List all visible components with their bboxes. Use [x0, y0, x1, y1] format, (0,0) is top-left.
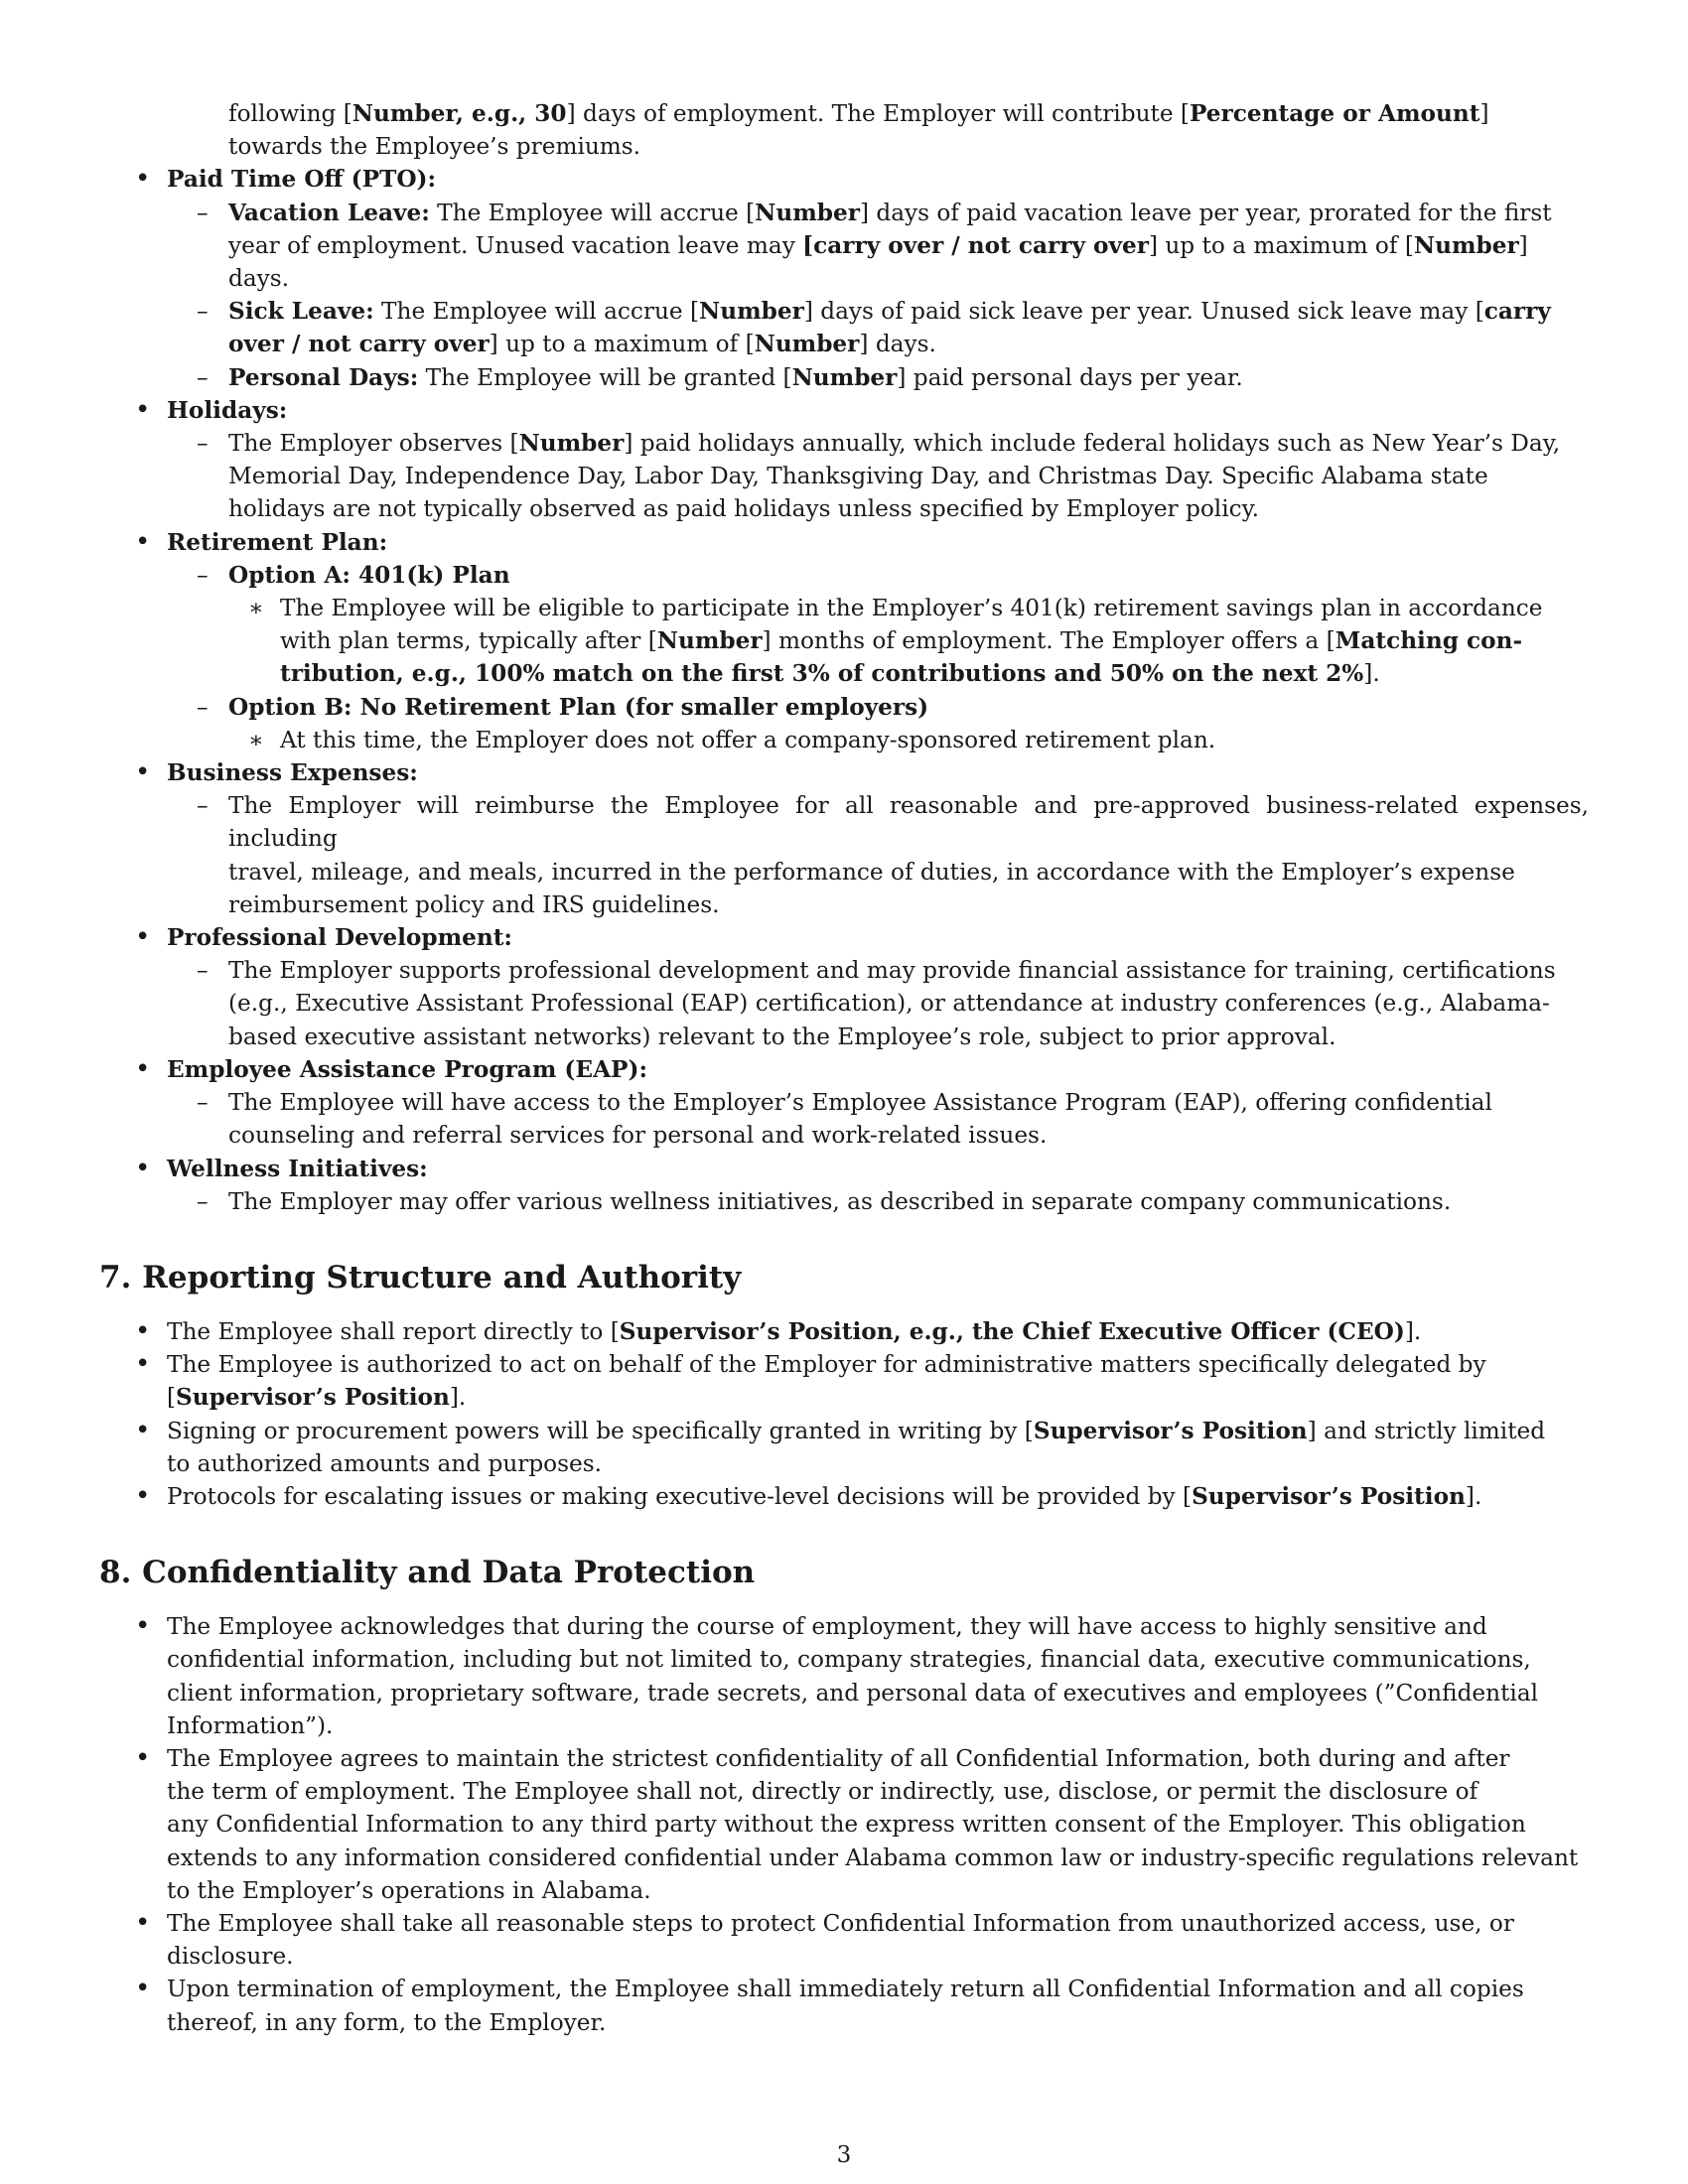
- bullet-marker: –: [197, 298, 209, 326]
- pto-item: – Vacation Leave: The Employee will accrue [Number] days of paid vacation leave per year, prorated for the first: [99, 197, 1589, 229]
- section-item: • The Employee shall take all reasonable steps to protect Confidential Information from unauthorized access, use, or: [99, 1907, 1589, 1940]
- bullet-marker: –: [197, 1187, 209, 1215]
- holidays-item: – The Employer observes [Number] paid holidays annually, which include federal holidays such as New Year’s Day,: [99, 427, 1589, 460]
- bullet-marker: •: [135, 526, 151, 557]
- pto-item-cont: year of employment. Unused vacation leave may [carry over / not carry over] up to a maximum of [Number]: [228, 231, 1528, 259]
- intro-line: towards the Employee’s premiums.: [228, 133, 641, 161]
- holidays-item-cont: holidays are not typically observed as paid holidays unless specified by Employer policy.: [228, 495, 1260, 523]
- bullet-marker: •: [135, 1742, 151, 1773]
- section-item: • The Employee is authorized to act on behalf of the Employer for administrative matters specifically delegated by: [99, 1348, 1589, 1381]
- bullet-marker: –: [197, 792, 209, 820]
- benefit-title: • Holidays:: [99, 394, 1589, 427]
- bullet-marker: –: [197, 957, 209, 985]
- wellness-item: – The Employer may offer various wellness initiatives, as described in separate company communications.: [99, 1185, 1589, 1218]
- section-item-cont: to the Employer’s operations in Alabama.: [167, 1876, 651, 1904]
- section-heading: 8. Confidentiality and Data Protection: [99, 1555, 756, 1591]
- retirement-detail-cont: with plan terms, typically after [Number] months of employment. The Employer offers a [Matching con-: [280, 627, 1523, 655]
- section-item-cont: extends to any information considered confidential under Alabama common law or industry-specific regulations relevant: [167, 1843, 1579, 1871]
- bullet-marker: –: [197, 693, 209, 721]
- benefit-title: • Paid Time Off (PTO):: [99, 163, 1589, 196]
- section-item: • Upon termination of employment, the Employee shall immediately return all Confidential Information and all copies: [99, 1973, 1589, 2005]
- section-item-cont: client information, proprietary software, trade secrets, and personal data of executives and employees (”Confidential: [167, 1679, 1539, 1706]
- pto-item: – Personal Days: The Employee will be granted [Number] paid personal days per year.: [99, 361, 1589, 394]
- bullet-marker: •: [135, 1415, 151, 1445]
- benefit-title: • Retirement Plan:: [99, 526, 1589, 559]
- eap-item: – The Employee will have access to the Employer’s Employee Assistance Program (EAP), offering confidential: [99, 1086, 1589, 1119]
- section-item-cont: the term of employment. The Employee shall not, directly or indirectly, use, disclose, or permit the disclosure of: [167, 1778, 1478, 1806]
- section-item: • The Employee shall report directly to [Supervisor’s Position, e.g., the Chief Executive Officer (CEO)].: [99, 1315, 1589, 1348]
- section-item: • Protocols for escalating issues or making executive-level decisions will be provided by [Supervisor’s Position].: [99, 1480, 1589, 1513]
- bullet-marker: –: [197, 1089, 209, 1117]
- section-item: • Signing or procurement powers will be specifically granted in writing by [Supervisor’s Position] and strictly limited: [99, 1415, 1589, 1447]
- intro-line: following [Number, e.g., 30] days of employment. The Employer will contribute [Percentage or Amount]: [228, 100, 1489, 127]
- benefit-title: • Employee Assistance Program (EAP):: [99, 1053, 1589, 1086]
- bullet-marker: •: [135, 1907, 151, 1938]
- bullet-marker: ∗: [248, 595, 264, 622]
- bullet-marker: –: [197, 430, 209, 458]
- document-body: [99, 97, 1589, 2039]
- bullet-marker: –: [197, 199, 209, 226]
- retirement-option: – Option B: No Retirement Plan (for smaller employers): [99, 691, 1589, 724]
- bullet-marker: –: [197, 363, 209, 391]
- pto-item-cont: over / not carry over] up to a maximum of [Number] days.: [228, 331, 936, 358]
- bullet-marker: •: [135, 1611, 151, 1642]
- section-item-cont: confidential information, including but not limited to, company strategies, financial data, executive communications,: [167, 1646, 1531, 1674]
- section-item: • The Employee agrees to maintain the strictest confidentiality of all Confidential Information, both during and after: [99, 1742, 1589, 1775]
- business-expenses-item: – The Employer will reimburse the Employee for all reasonable and pre-approved business-related expenses, including: [99, 789, 1589, 855]
- bullet-marker: •: [135, 394, 151, 425]
- business-expenses-item-cont: travel, mileage, and meals, incurred in the performance of duties, in accordance with the Employer’s expense: [228, 858, 1515, 886]
- page-number: 3: [836, 2142, 852, 2168]
- bullet-marker: •: [135, 757, 151, 788]
- bullet-marker: •: [135, 1153, 151, 1183]
- pto-item-cont: days.: [228, 265, 290, 293]
- bullet-marker: •: [135, 922, 151, 953]
- retirement-detail: ∗ At this time, the Employer does not offer a company-sponsored retirement plan.: [99, 724, 1589, 756]
- bullet-marker: –: [197, 561, 209, 589]
- professional-development-item-cont: based executive assistant networks) relevant to the Employee’s role, subject to prior approval.: [228, 1023, 1336, 1050]
- section-item-cont: any Confidential Information to any third party without the express written consent of the Employer. This obligation: [167, 1811, 1526, 1839]
- professional-development-item: – The Employer supports professional development and may provide financial assistance for training, certifications: [99, 954, 1589, 987]
- business-expenses-item-cont: reimbursement policy and IRS guidelines.: [228, 890, 720, 918]
- bullet-marker: •: [135, 1480, 151, 1511]
- retirement-detail: ∗ The Employee will be eligible to participate in the Employer’s 401(k) retirement savings plan in accordance: [99, 592, 1589, 624]
- benefit-title: • Professional Development:: [99, 921, 1589, 954]
- section-item-cont: to authorized amounts and purposes.: [167, 1449, 603, 1477]
- bullet-marker: •: [135, 1053, 151, 1084]
- section-item-cont: disclosure.: [167, 1943, 294, 1971]
- benefit-title: • Wellness Initiatives:: [99, 1153, 1589, 1185]
- professional-development-item-cont: (e.g., Executive Assistant Professional (EAP) certification), or attendance at industry conferences (e.g., Alabama-: [228, 990, 1550, 1018]
- holidays-item-cont: Memorial Day, Independence Day, Labor Day, Thanksgiving Day, and Christmas Day. Specific Alabama state: [228, 463, 1488, 490]
- retirement-detail-cont: tribution, e.g., 100% match on the first 3% of contributions and 50% on the next 2%].: [280, 660, 1380, 688]
- eap-item-cont: counseling and referral services for personal and work-related issues.: [228, 1122, 1048, 1150]
- section-item-cont: [Supervisor’s Position].: [167, 1384, 467, 1412]
- section-item: • The Employee acknowledges that during the course of employment, they will have access to highly sensitive and: [99, 1610, 1589, 1643]
- section-item-cont: thereof, in any form, to the Employer.: [167, 2008, 607, 2036]
- bullet-marker: •: [135, 164, 151, 195]
- section-item-cont: Information”).: [167, 1711, 334, 1739]
- pto-item: – Sick Leave: The Employee will accrue [Number] days of paid sick leave per year. Unused sick leave may [carry: [99, 295, 1589, 328]
- retirement-option: – Option A: 401(k) Plan: [99, 559, 1589, 592]
- section-heading: 7. Reporting Structure and Authority: [99, 1259, 742, 1296]
- bullet-marker: ∗: [248, 726, 264, 753]
- benefit-title: • Business Expenses:: [99, 756, 1589, 789]
- bullet-marker: •: [135, 1974, 151, 2004]
- bullet-marker: •: [135, 1349, 151, 1380]
- bullet-marker: •: [135, 1315, 151, 1346]
